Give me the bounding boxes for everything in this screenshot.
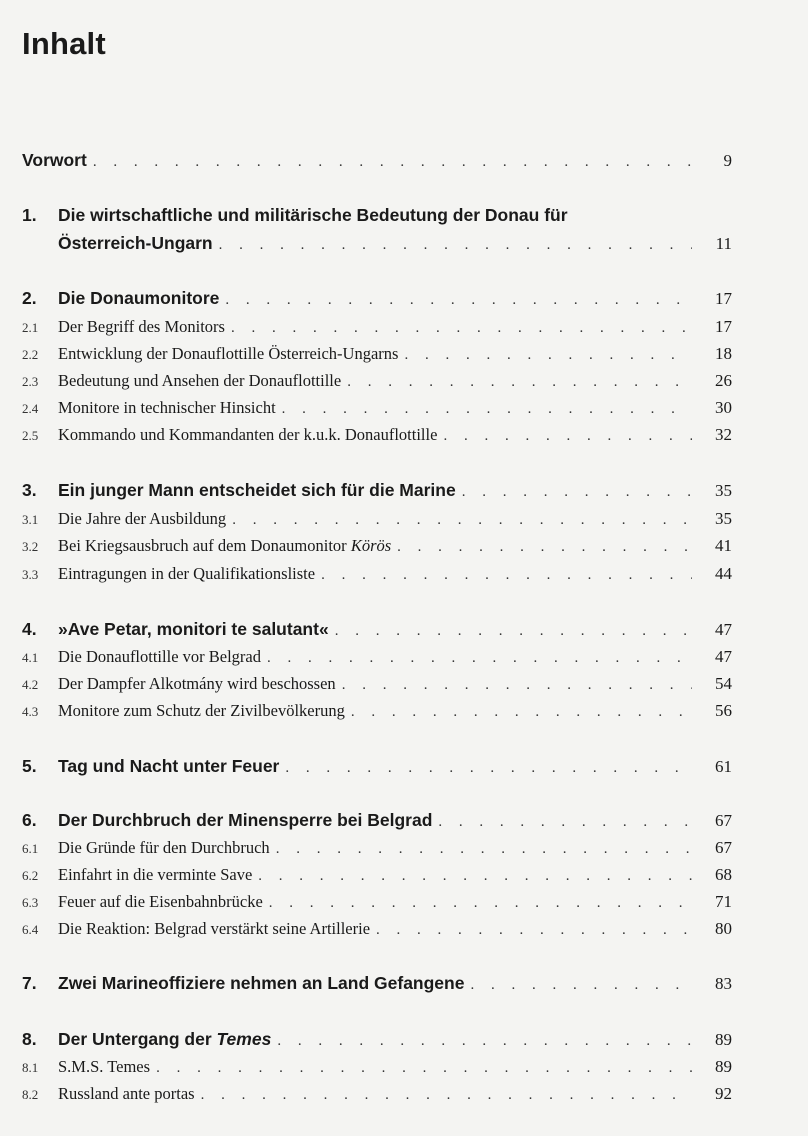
toc-number: 6.1 (22, 841, 39, 856)
toc-number: 8.2 (22, 1087, 39, 1102)
toc-entry-section-4-2 (22, 674, 732, 694)
toc-number: 4.3 (22, 704, 39, 719)
toc-page-number: 17 (715, 317, 732, 336)
toc-page-number: 35 (715, 481, 732, 500)
toc-title-text: Der Untergang der (58, 1029, 212, 1049)
toc-page-number: 68 (715, 865, 732, 884)
toc-entry-section-3-3 (22, 564, 732, 584)
toc-page-number: 54 (715, 674, 732, 693)
toc-page-number: 89 (715, 1030, 732, 1049)
toc-title: Russland ante portas (58, 1084, 195, 1103)
toc-title: Tag und Nacht unter Feuer (58, 756, 280, 776)
toc-title: »Ave Petar, monitori te salutant« (58, 619, 329, 639)
leader-dots (342, 677, 692, 694)
toc-title: Eintragungen in der Qualifikationsliste (58, 564, 316, 583)
toc-entry-chapter-8 (22, 1029, 732, 1050)
toc-number: 6.2 (22, 868, 39, 883)
toc-number: 5. (22, 756, 37, 776)
toc-title: S.M.S. Temes (58, 1057, 151, 1076)
toc-page-number: 9 (723, 151, 732, 170)
toc-number: 2. (22, 288, 37, 308)
toc-title-ship-name: Temes (216, 1029, 272, 1049)
leader-dots (335, 623, 692, 640)
leader-dots (351, 704, 692, 721)
toc-entry-section-6-2 (22, 865, 732, 885)
toc-page-number: 47 (715, 647, 732, 666)
toc-title-ship-name: Körös (350, 536, 392, 555)
toc-title: Ein junger Mann entscheidet sich für die Marine (58, 480, 456, 500)
toc-page-number: 89 (715, 1057, 732, 1076)
leader-dots (462, 484, 692, 501)
toc-title: Entwicklung der Donauflottille Österreich-Ungarns (58, 344, 399, 363)
toc-title: Monitore zum Schutz der Zivilbevölkerung (58, 701, 345, 720)
page-title: Inhalt (22, 26, 106, 61)
toc-number: 1. (22, 205, 37, 225)
leader-dots (470, 977, 692, 994)
toc-page-number: 83 (715, 974, 732, 993)
toc-entry-chapter-5 (22, 756, 732, 777)
toc-entry-section-6-3 (22, 892, 732, 912)
leader-dots (321, 567, 692, 584)
leader-dots (232, 512, 692, 529)
toc-entry-chapter-7 (22, 973, 732, 994)
toc-entry-section-2-3 (22, 371, 732, 391)
toc-page-number: 80 (715, 919, 732, 938)
toc-entry-section-2-4 (22, 398, 732, 418)
leader-dots (404, 347, 692, 364)
toc-number: 6.3 (22, 895, 39, 910)
toc-title-continued: Österreich-Ungarn (58, 233, 213, 253)
toc-page-number: 18 (715, 344, 732, 363)
toc-title: Kommando und Kommandanten der k.u.k. Donauflottille (58, 425, 438, 444)
toc-title: Einfahrt in die verminte Save (58, 865, 253, 884)
toc-page-number: 41 (715, 536, 732, 555)
toc-number: 3.3 (22, 567, 39, 582)
toc-title: Der Begriff des Monitors (58, 317, 225, 336)
leader-dots (438, 814, 692, 831)
toc-entry-section-4-3 (22, 701, 732, 721)
toc-number: 2.4 (22, 401, 39, 416)
toc-page-number: 17 (715, 289, 732, 308)
toc-page-number: 67 (715, 811, 732, 830)
toc-number: 4.2 (22, 677, 39, 692)
toc-page-number: 26 (715, 371, 732, 390)
toc-page-number: 32 (715, 425, 732, 444)
toc-title: Der Durchbruch der Minensperre bei Belgrad (58, 810, 433, 830)
toc-entry-section-2-2 (22, 344, 732, 364)
toc-title: Die Reaktion: Belgrad verstärkt seine Artillerie (58, 919, 371, 938)
toc-page-number: 35 (715, 509, 732, 528)
toc-number: 6.4 (22, 922, 39, 937)
leader-dots (276, 841, 692, 858)
toc-entry-chapter-3 (22, 480, 732, 501)
toc-number: 3. (22, 480, 37, 500)
toc-page-number: 92 (715, 1084, 732, 1103)
leader-dots (277, 1033, 692, 1050)
toc-entry-section-3-2 (22, 536, 732, 556)
toc-title: Die wirtschaftliche und militärische Bedeutung der Donau für (58, 205, 568, 225)
toc-entry-vorwort (22, 150, 732, 171)
toc-title: Monitore in technischer Hinsicht (58, 398, 276, 417)
toc-page-number: 67 (715, 838, 732, 857)
toc-number: 6. (22, 810, 37, 830)
leader-dots (201, 1087, 692, 1104)
toc-title: Der Dampfer Alkotmány wird beschossen (58, 674, 336, 693)
leader-dots (347, 374, 692, 391)
leader-dots (93, 154, 692, 171)
leader-dots (258, 868, 692, 885)
toc-number: 2.5 (22, 428, 39, 443)
toc-entry-section-6-4 (22, 919, 732, 939)
toc-entry-chapter-1 (22, 205, 732, 226)
toc-title (58, 536, 391, 556)
toc-title-text: Bei Kriegsausbruch auf dem Donaumonitor (58, 536, 347, 555)
toc-page-number: 61 (715, 757, 732, 776)
toc-number: 4. (22, 619, 37, 639)
leader-dots (285, 760, 692, 777)
toc-page-number: 11 (715, 234, 732, 253)
toc-entry-chapter-6 (22, 810, 732, 831)
leader-dots (443, 428, 692, 445)
toc-entry-section-8-2 (22, 1084, 732, 1104)
toc-title (58, 1029, 271, 1050)
toc-page-number: 30 (715, 398, 732, 417)
leader-dots (156, 1060, 692, 1077)
leader-dots (267, 650, 692, 667)
toc-entry-section-3-1 (22, 509, 732, 529)
toc-entry-chapter-1-continued (58, 233, 732, 254)
toc-page-number: 71 (715, 892, 732, 911)
toc-title: Die Gründe für den Durchbruch (58, 838, 270, 857)
toc-page-number: 47 (715, 620, 732, 639)
toc-entry-chapter-4 (22, 619, 732, 640)
toc-number: 8.1 (22, 1060, 39, 1075)
leader-dots (282, 401, 692, 418)
toc-number: 2.2 (22, 347, 39, 362)
toc-entry-section-8-1 (22, 1057, 732, 1077)
toc-entry-section-4-1 (22, 647, 732, 667)
toc-title: Die Donauflottille vor Belgrad (58, 647, 261, 666)
leader-dots (231, 320, 692, 337)
toc-title: Vorwort (22, 150, 87, 170)
toc-entry-section-6-1 (22, 838, 732, 858)
leader-dots (225, 292, 692, 309)
leader-dots (376, 922, 692, 939)
toc-title: Zwei Marineoffiziere nehmen an Land Gefangene (58, 973, 465, 993)
toc-entry-section-2-1 (22, 317, 732, 337)
toc-title: Feuer auf die Eisenbahnbrücke (58, 892, 263, 911)
toc-number: 3.1 (22, 512, 39, 527)
toc-page-number: 56 (715, 701, 732, 720)
toc-title: Die Donaumonitore (58, 288, 220, 308)
toc-number: 2.3 (22, 374, 39, 389)
toc-number: 4.1 (22, 650, 39, 665)
toc-entry-chapter-2 (22, 288, 732, 309)
leader-dots (269, 895, 692, 912)
toc-page-number: 44 (715, 564, 732, 583)
toc-entry-section-2-5 (22, 425, 732, 445)
toc-number: 2.1 (22, 320, 39, 335)
leader-dots (219, 237, 692, 254)
toc-number: 8. (22, 1029, 37, 1049)
toc-title: Bedeutung und Ansehen der Donauflottille (58, 371, 342, 390)
leader-dots (397, 539, 692, 556)
toc-title: Die Jahre der Ausbildung (58, 509, 227, 528)
toc-number: 7. (22, 973, 37, 993)
toc-number: 3.2 (22, 539, 39, 554)
